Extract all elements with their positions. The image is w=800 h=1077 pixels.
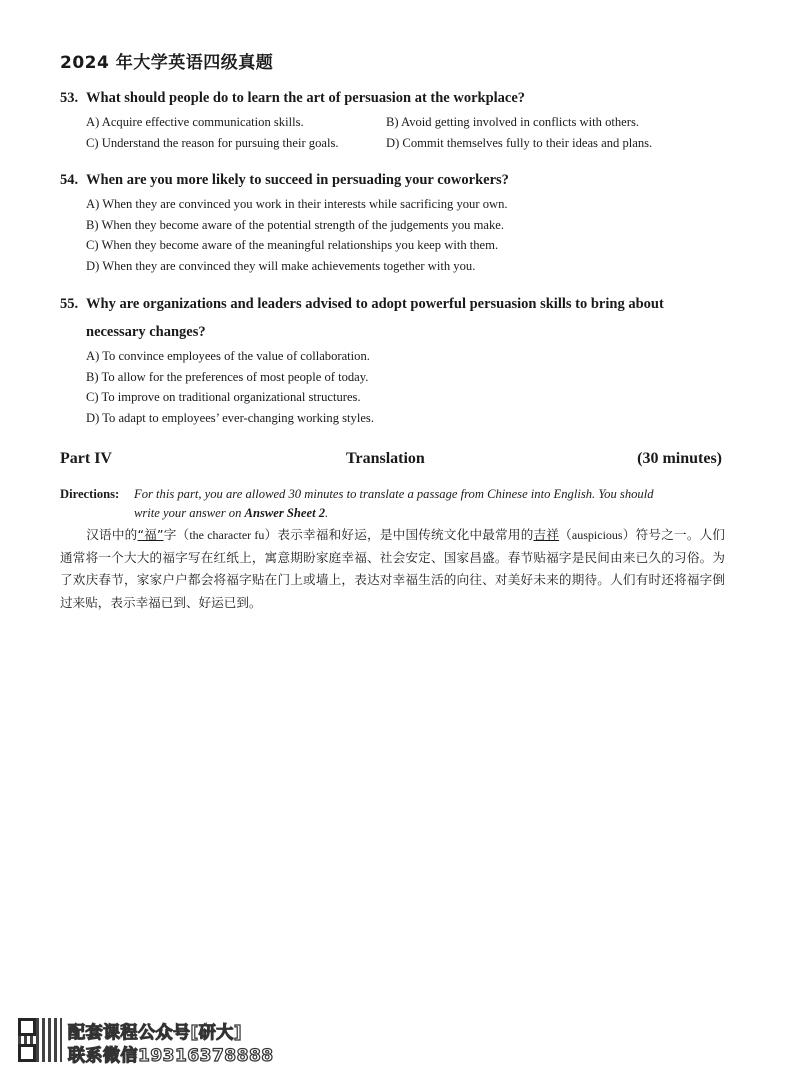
option-b: B) To allow for the preferences of most people of today. xyxy=(86,369,369,384)
option-d: D) Commit themselves fully to their ideas and plans. xyxy=(386,135,653,150)
option-c: C) Understand the reason for pursuing their goals. xyxy=(86,135,339,150)
directions-end: . xyxy=(325,506,329,520)
passage-auspicious: auspicious xyxy=(571,528,623,542)
question-number: 54. xyxy=(60,172,79,188)
option-d: D) To adapt to employees’ ever-changing working styles. xyxy=(86,410,374,425)
passage-part-1: 汉语中的 xyxy=(86,527,138,542)
option-c: C) To improve on traditional organizational structures. xyxy=(86,390,361,404)
option-b: B) Avoid getting involved in conflicts with others. xyxy=(386,115,640,129)
page-header: 2024 年大学英语四级真题 xyxy=(60,53,274,73)
question-stem xyxy=(60,166,725,194)
directions-label: Directions: xyxy=(60,487,120,501)
option-c: C) When they become aware of the meaningful relationships you keep with them. xyxy=(86,238,499,252)
option-a: A) When they are convinced you work in their interests while sacrificing your own. xyxy=(86,197,508,211)
option-d: D) When they are convinced they will make achievements together with you. xyxy=(86,258,476,273)
question-text-continued: necessary changes? xyxy=(86,324,206,340)
answer-sheet-ref: Answer Sheet 2 xyxy=(244,506,326,520)
options xyxy=(86,346,725,428)
passage-part-4: （ xyxy=(559,527,572,542)
option-a: A) Acquire effective communication skills. xyxy=(86,115,304,129)
qr-code-icon[interactable] xyxy=(18,1018,62,1062)
question-text: Why are organizations and leaders advised to adopt powerful persuasion skills to bring about xyxy=(86,296,664,312)
part-label: Part IV xyxy=(60,450,112,467)
options xyxy=(86,112,725,153)
options xyxy=(86,194,725,276)
question-stem xyxy=(60,290,725,318)
passage-fu: “福” xyxy=(137,527,164,542)
option-a: A) To convince employees of the value of collaboration. xyxy=(86,349,370,363)
part-header xyxy=(60,450,722,472)
question-53 xyxy=(60,84,725,153)
passage-jixiang: 吉祥 xyxy=(533,527,560,542)
question-text: What should people do to learn the art of persuasion at the workplace? xyxy=(86,90,526,106)
passage-part-5: ）符号之一。人们通常将一个大大的福字写在红纸上，寓意期盼家庭幸福、社会安定、国家昌盛。春节贴福字是民间由来已久的习俗。为了欢庆春节，家家户户都会将福字贴在门上或墙上，表达对幸福生活的向往、对美好未来的期待。人们有时还将福字倒过来贴，表示幸福已到、好运已到。 xyxy=(60,527,726,610)
part-time: (30 minutes) xyxy=(637,450,722,467)
passage-part-3: ）表示幸福和好运，是中国传统文化中最常用的 xyxy=(264,527,534,542)
passage-fu-english: the character fu xyxy=(189,528,265,542)
footer-watermark xyxy=(18,1018,318,1068)
question-54 xyxy=(60,166,725,276)
directions-text: For this part, you are allowed 30 minutes to translate a passage from Chinese into English. You should xyxy=(134,487,654,501)
question-stem xyxy=(60,84,725,112)
question-number: 53. xyxy=(60,90,79,106)
translation-passage xyxy=(60,524,725,614)
passage-part-2: 字（ xyxy=(163,527,190,542)
question-text: When are you more likely to succeed in persuading your coworkers? xyxy=(86,172,509,188)
option-b: B) When they become aware of the potential strength of the judgements you make. xyxy=(86,217,505,232)
watermark-line-2: 联系微信19316378888 xyxy=(68,1046,274,1066)
question-number: 55. xyxy=(60,296,79,312)
directions xyxy=(60,485,725,523)
part-name: Translation xyxy=(346,450,425,467)
watermark-line-1: 配套课程公众号[研大] xyxy=(68,1023,243,1043)
question-55 xyxy=(60,290,725,428)
directions-text-continued: write your answer on xyxy=(134,506,245,520)
